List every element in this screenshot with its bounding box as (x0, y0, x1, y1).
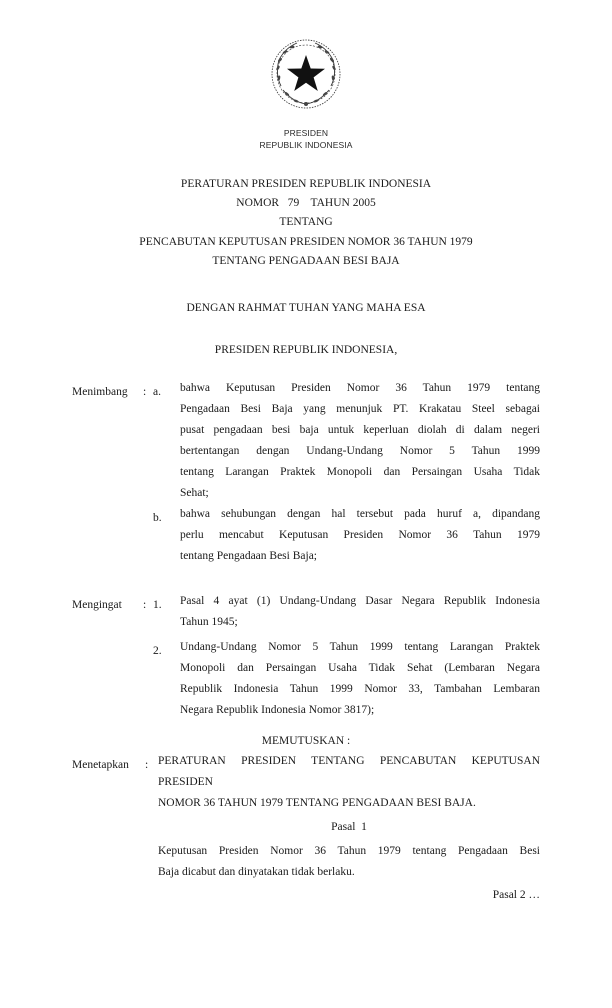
text-line: NOMOR 36 TAHUN 1979 TENTANG PENGADAAN BESI BAJA. (158, 797, 476, 809)
text-line: tentang Pengadaan Besi Baja; (180, 550, 318, 562)
item-marker-b: b. (153, 512, 162, 524)
mengingat-item-2 (180, 637, 540, 721)
presidential-seal-icon (269, 38, 343, 112)
president-heading: PRESIDEN REPUBLIK INDONESIA, (214, 344, 398, 356)
text-line: pusat pengadaan besi baja untuk keperluan diolah di dalam negeri (180, 424, 540, 436)
text-line: Negara Republik Indonesia Nomor 3817); (180, 704, 375, 716)
text-line: perlu mencabut Keputusan Presiden Nomor 36 Tahun 1979 (180, 529, 540, 541)
regulation-number: NOMOR 79 TAHUN 2005 (236, 197, 376, 209)
text-line: Undang-Undang Nomor 5 Tahun 1999 tentang Larangan Praktek (180, 641, 540, 653)
continuation-marker: Pasal 2 … (492, 889, 540, 901)
menimbang-label: Menimbang (72, 386, 128, 398)
mengingat-item-1 (180, 591, 540, 633)
memutuskan-heading: MEMUTUSKAN : (261, 735, 351, 747)
menetapkan-label: Menetapkan (72, 759, 129, 771)
text-line: Keputusan Presiden Nomor 36 Tahun 1979 tentang Pengadaan Besi (158, 845, 540, 857)
pasal-1-heading: Pasal 1 (331, 821, 367, 833)
item-marker-a: a. (153, 386, 161, 398)
text-line: Baja dicabut dan dinyatakan tidak berlaku. (158, 866, 355, 878)
menetapkan-colon: : (145, 759, 149, 771)
text-line: bertentangan dengan Undang-Undang Nomor 5 Tahun 1999 (180, 445, 540, 457)
item-marker-2: 2. (153, 645, 162, 657)
regulation-subject: PENCABUTAN KEPUTUSAN PRESIDEN NOMOR 36 TAHUN 1979 (139, 236, 473, 248)
regulation-title: PERATURAN PRESIDEN REPUBLIK INDONESIA (180, 178, 432, 190)
text-line: tentang Larangan Praktek Monopoli dan Persaingan Usaha Tidak (180, 466, 540, 478)
text-line: Republik Indonesia Tahun 1999 Nomor 33, Tambahan Lembaran (180, 683, 540, 695)
menimbang-item-b (180, 504, 540, 567)
mengingat-colon: : (143, 599, 147, 611)
grace-clause: DENGAN RAHMAT TUHAN YANG MAHA ESA (186, 302, 426, 314)
menimbang-item-a (180, 378, 540, 504)
title-tentang: TENTANG (279, 216, 333, 228)
menimbang-colon: : (143, 386, 147, 398)
text-line: Pasal 4 ayat (1) Undang-Undang Dasar Negara Republik Indonesia (180, 595, 540, 607)
text-line: Monopoli dan Persaingan Usaha Tidak Sehat (Lembaran Negara (180, 662, 540, 674)
regulation-subject-2: TENTANG PENGADAAN BESI BAJA (212, 255, 400, 267)
text-line: Sehat; (180, 487, 209, 499)
text-line: PERATURAN PRESIDEN TENTANG PENCABUTAN KEPUTUSAN PRESIDEN (158, 755, 540, 788)
text-line: Tahun 1945; (180, 616, 238, 628)
text-line: Pengadaan Besi Baja yang menunjuk PT. Krakatau Steel sebagai (180, 403, 540, 415)
text-line: bahwa Keputusan Presiden Nomor 36 Tahun 1979 tentang (180, 382, 540, 394)
menetapkan-text (158, 751, 540, 814)
pasal-1-text (158, 841, 540, 883)
emblem-caption-republic: REPUBLIK INDONESIA (259, 140, 353, 150)
text-line: bahwa sehubungan dengan hal tersebut pada huruf a, dipandang (180, 508, 540, 520)
item-marker-1: 1. (153, 599, 162, 611)
emblem-caption-president: PRESIDEN (283, 128, 329, 138)
mengingat-label: Mengingat (72, 599, 122, 611)
